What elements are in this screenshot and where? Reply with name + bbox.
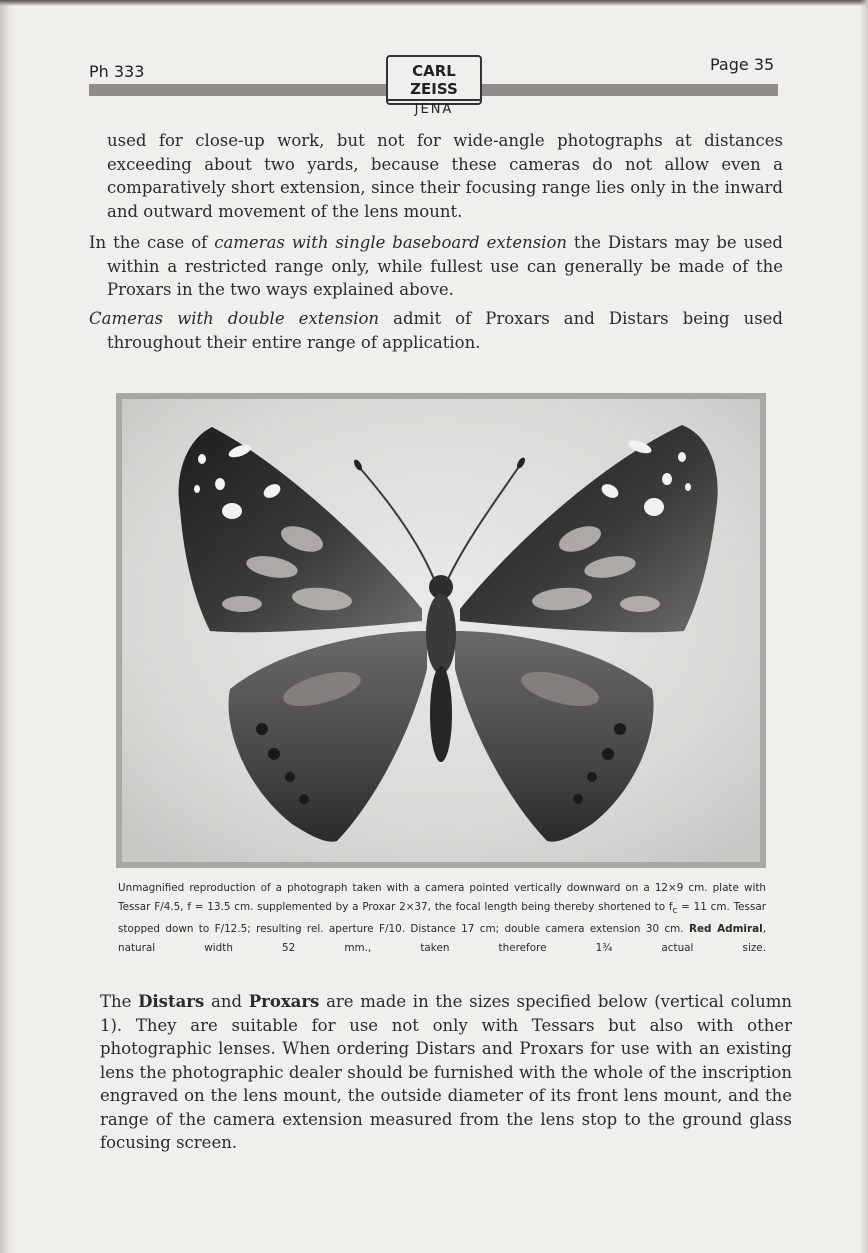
butterfly-abdomen bbox=[430, 666, 452, 762]
text-run: are made in the sizes specified below (vertical column 1). They are suitable for use not only with Tessars but also with other photographic lenses. When ordering Distars and Proxars for use with an existing lens the photographic dealer should be furnished with the whole of the inscription engraved on the lens mount, the outside diameter of its front lens mount, and the range of the camera extension measured from the lens stop to the ground glass focusing screen. bbox=[100, 992, 792, 1152]
page-right-edge bbox=[860, 0, 868, 1253]
paragraph-single-extension bbox=[89, 231, 783, 302]
paragraph-close-up: used for close-up work, but not for wide-angle photographs at distances exceeding about two yards, because these cameras do not allow even a comparatively short extension, since their focusing range lies only in the inward and outward movement of the lens mount. bbox=[107, 131, 783, 221]
document-number: Ph 333 bbox=[89, 62, 145, 81]
caption-text: , natural width 52 mm., taken therefore 1¾ actual size. bbox=[118, 923, 766, 954]
carl-zeiss-logo bbox=[386, 55, 482, 117]
figure-frame bbox=[116, 393, 766, 868]
text-run: and bbox=[204, 992, 249, 1011]
page-binding-shadow bbox=[0, 0, 14, 1253]
caption-species: Red Admiral bbox=[688, 923, 763, 936]
text-run: admit of Proxars and Distars being used throughout their entire range of application. bbox=[107, 309, 783, 352]
page-top-edge bbox=[0, 0, 868, 6]
logo-brand: CARL ZEISS bbox=[388, 62, 480, 101]
italic-term: Cameras with double extension bbox=[89, 309, 380, 328]
butterfly-thorax bbox=[426, 594, 456, 674]
paragraph-distars-proxars bbox=[100, 990, 792, 1155]
text-run: the Distars may be used within a restricted range only, while fullest use can generally be made of the Proxars in the two ways explained above. bbox=[107, 233, 783, 299]
paragraph-double-extension bbox=[89, 307, 783, 354]
figure-caption bbox=[118, 879, 766, 957]
caption-subscript: c bbox=[672, 905, 678, 916]
butterfly-photograph bbox=[122, 399, 760, 862]
logo-city: JENA bbox=[414, 102, 454, 117]
text-run: The bbox=[100, 992, 139, 1011]
caption-text: Unmagnified reproduction of a photograph taken with a camera pointed vertically downward on a 12×9 cm. plate with Tessar F/4.5, f = 13.5 cm. supplemented by a Proxar 2×37, the focal length being thereby shortened to f bbox=[118, 882, 766, 913]
italic-term: cameras with single baseboard extension bbox=[214, 233, 568, 252]
page-number: Page 35 bbox=[710, 55, 775, 74]
bold-term-proxars: Proxars bbox=[248, 992, 320, 1011]
bold-term-distars: Distars bbox=[138, 992, 205, 1011]
caption-text: = 11 cm. Tessar stopped down to F/12.5; resulting rel. aperture F/10. Distance 17 cm; double camera extension 30 cm. bbox=[118, 900, 767, 936]
text-run: In the case of bbox=[89, 233, 215, 252]
